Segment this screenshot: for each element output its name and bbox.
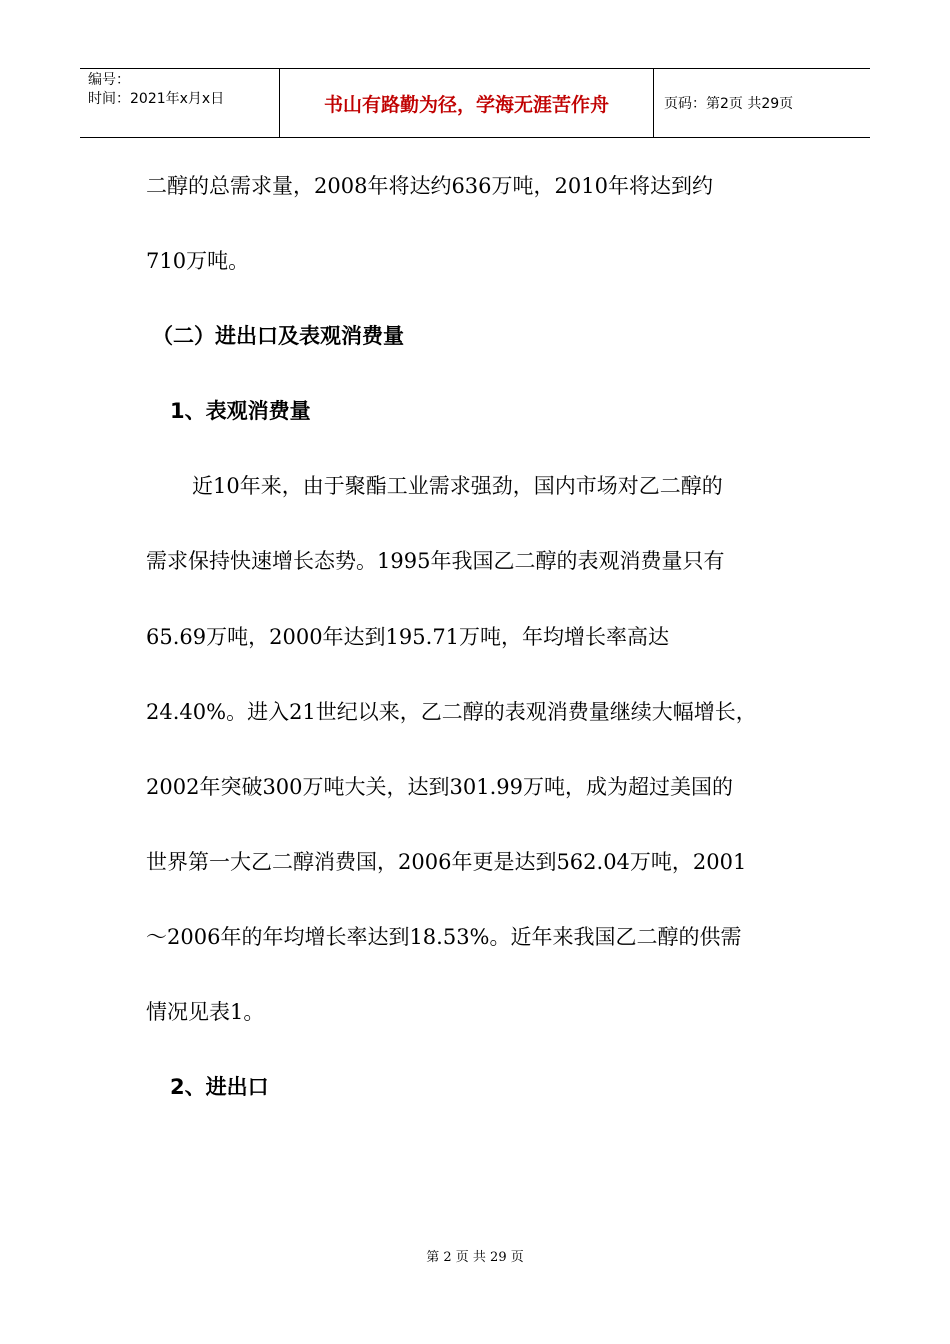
paragraph-line: 世界第一大乙二醇消费国，2006年更是达到562.04万吨，2001: [146, 850, 747, 874]
paragraph-line: 2002年突破300万吨大关，达到301.99万吨，成为超过美国的: [146, 775, 734, 799]
paragraph-line: ～2006年的年均增长率达到18.53%。近年来我国乙二醇的供需: [146, 925, 742, 949]
paragraph-line: 二醇的总需求量，2008年将达约636万吨，2010年将达到约: [146, 174, 713, 198]
header-motto: 书山有路勤为径，学海无涯苦作舟: [280, 69, 654, 137]
paragraph-line: 需求保持快速增长态势。1995年我国乙二醇的表观消费量只有: [146, 549, 725, 573]
paragraph-line: 24.40%。进入21世纪以来，乙二醇的表观消费量继续大幅增长，: [146, 700, 757, 724]
paragraph-line: 65.69万吨，2000年达到195.71万吨，年均增长率高达: [146, 625, 670, 649]
subsection-heading: 2、进出口: [170, 1075, 269, 1099]
header-page-info: 页码：第2页 共29页: [664, 96, 794, 112]
paragraph-line: 近10年来，由于聚酯工业需求强劲，国内市场对乙二醇的: [192, 474, 723, 498]
document-date: 时间：2021年x月x日: [88, 91, 225, 107]
section-heading: （二）进出口及表观消费量: [152, 324, 404, 348]
paragraph-line: 情况见表1。: [146, 1000, 265, 1024]
page-footer: 第 2 页 共 29 页: [426, 1250, 524, 1265]
page-header: [80, 68, 870, 138]
header-meta: [80, 69, 280, 137]
document-number-label: 编号：: [88, 72, 130, 88]
subsection-heading: 1、表观消费量: [170, 399, 311, 423]
paragraph-line: 710万吨。: [146, 249, 250, 273]
